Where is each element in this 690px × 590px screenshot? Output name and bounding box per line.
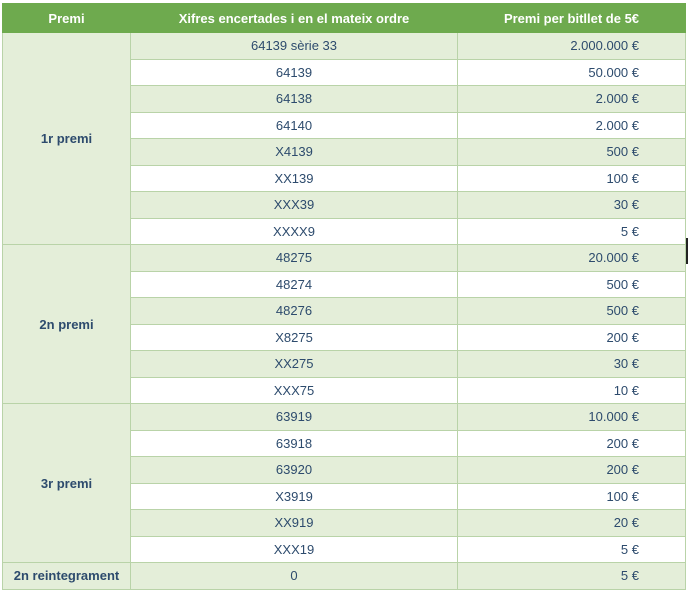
edge-mark [686,238,688,264]
digits-cell: 63918 [131,430,458,457]
prize-cell: 100 € [458,483,686,510]
prize-cell: 10.000 € [458,404,686,431]
prize-cell: 5 € [458,563,686,590]
digits-cell: 64138 [131,86,458,113]
digits-cell: X4139 [131,139,458,166]
category-cell: 2n premi [3,245,131,404]
digits-cell: XXX75 [131,377,458,404]
digits-cell: 48274 [131,271,458,298]
prize-cell: 2.000.000 € [458,33,686,60]
digits-cell: XXX19 [131,536,458,563]
digits-cell: XX919 [131,510,458,537]
prize-cell: 500 € [458,298,686,325]
prize-cell: 200 € [458,324,686,351]
digits-cell: 64139 sèrie 33 [131,33,458,60]
digits-cell: XXXX9 [131,218,458,245]
prize-cell: 20.000 € [458,245,686,272]
prize-cell: 5 € [458,536,686,563]
prize-cell: 200 € [458,430,686,457]
prize-table [2,3,686,590]
table-row [3,33,686,60]
digits-cell: XXX39 [131,192,458,219]
digits-cell: 48275 [131,245,458,272]
prize-cell: 2.000 € [458,86,686,113]
table-row [3,245,686,272]
digits-cell: X8275 [131,324,458,351]
digits-cell: 0 [131,563,458,590]
category-cell: 2n reintegrament [3,563,131,590]
digits-cell: 64139 [131,59,458,86]
table-body [3,33,686,590]
header-category: Premi [3,4,131,33]
table-row [3,404,686,431]
header-prize: Premi per bitllet de 5€ [458,4,686,33]
digits-cell: 63920 [131,457,458,484]
category-cell: 1r premi [3,33,131,245]
prize-cell: 500 € [458,139,686,166]
header-row [3,4,686,33]
digits-cell: 48276 [131,298,458,325]
digits-cell: 64140 [131,112,458,139]
digits-cell: X3919 [131,483,458,510]
prize-cell: 10 € [458,377,686,404]
prize-cell: 500 € [458,271,686,298]
prize-cell: 100 € [458,165,686,192]
prize-cell: 30 € [458,351,686,378]
category-cell: 3r premi [3,404,131,563]
digits-cell: XX275 [131,351,458,378]
prize-cell: 50.000 € [458,59,686,86]
prize-cell: 30 € [458,192,686,219]
prize-cell: 20 € [458,510,686,537]
header-digits: Xifres encertades i en el mateix ordre [131,4,458,33]
digits-cell: 63919 [131,404,458,431]
prize-cell: 2.000 € [458,112,686,139]
prize-cell: 5 € [458,218,686,245]
prize-cell: 200 € [458,457,686,484]
digits-cell: XX139 [131,165,458,192]
table-row [3,563,686,590]
